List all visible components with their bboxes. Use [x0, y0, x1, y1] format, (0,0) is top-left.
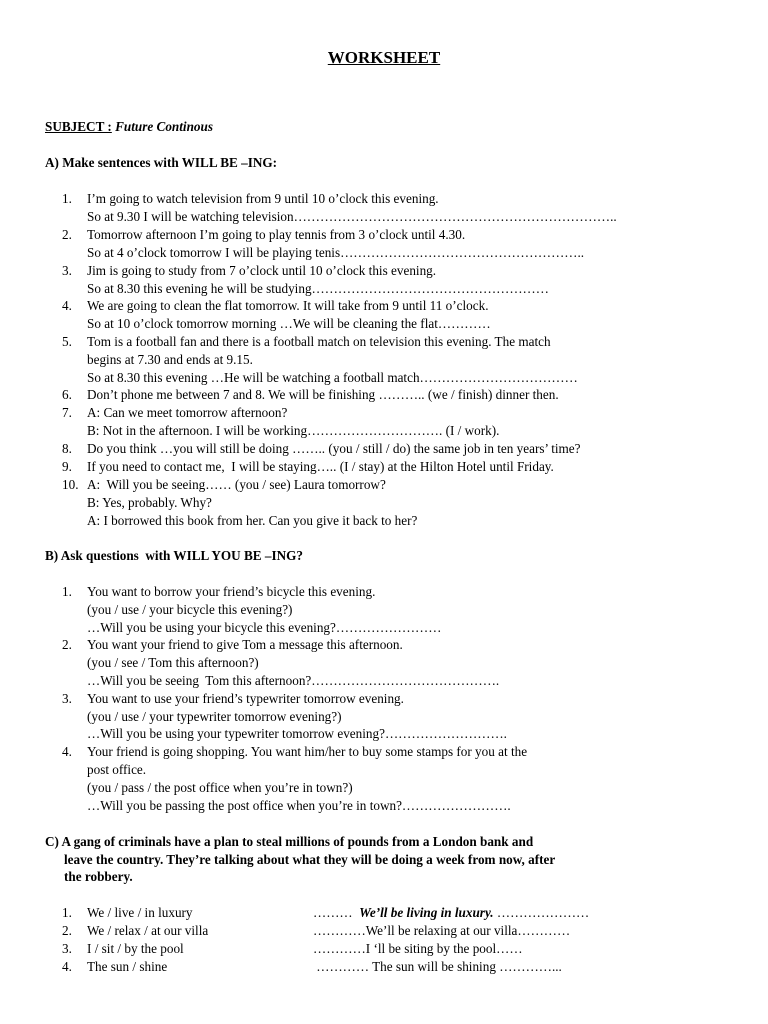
item-text: (you / use / your typewriter tomorrow evening?)	[87, 709, 342, 724]
item-number: 1.	[62, 191, 72, 206]
item-number: 2.	[62, 923, 72, 938]
item-answer-line	[313, 905, 589, 921]
section-c-heading: C) A gang of criminals have a plan to steal millions of pounds from a London bank and	[45, 834, 534, 849]
item-number: 2.	[62, 637, 72, 652]
item-prompt: The sun / shine	[87, 959, 168, 974]
item-text: Your friend is going shopping. You want him/her to buy some stamps for you at the	[87, 744, 528, 759]
subject-line	[45, 119, 213, 135]
item-text: B: Not in the afternoon. I will be working…………………………. (I / work).	[87, 423, 500, 438]
answer-example: We’ll be living in luxury.	[359, 905, 494, 920]
item-text: begins at 7.30 and ends at 9.15.	[87, 352, 253, 367]
item-answer-line: ………… The sun will be shining …………...	[313, 959, 562, 974]
item-number: 4.	[62, 298, 72, 313]
item-text: …Will you be passing the post office when you’re in town?…………………….	[87, 798, 511, 813]
item-text: (you / use / your bicycle this evening?)	[87, 602, 293, 617]
item-number: 8.	[62, 441, 72, 456]
item-text: …Will you be using your typewriter tomorrow evening?……………………….	[87, 726, 507, 741]
item-text: You want your friend to give Tom a message this afternoon.	[87, 637, 403, 652]
item-text: So at 9.30 I will be watching television………………………………………………………………..	[87, 209, 617, 224]
item-answer-line: …………I ‘ll be siting by the pool……	[313, 941, 523, 956]
item-text: If you need to contact me, I will be staying….. (I / stay) at the Hilton Hotel until Friday.	[87, 459, 554, 474]
item-text: Tom is a football fan and there is a football match on television this evening. The match	[87, 334, 551, 349]
item-number: 1.	[62, 905, 72, 920]
item-text: post office.	[87, 762, 147, 777]
item-text: A: Will you be seeing…… (you / see) Laura tomorrow?	[87, 477, 386, 492]
item-text: You want to use your friend’s typewriter tomorrow evening.	[87, 691, 404, 706]
item-text: (you / see / Tom this afternoon?)	[87, 655, 259, 670]
item-text: So at 8.30 this evening …He will be watching a football match………………………………	[87, 370, 578, 385]
item-text: …Will you be using your bicycle this evening?……………………	[87, 620, 442, 635]
item-text: Don’t phone me between 7 and 8. We will be finishing ……….. (we / finish) dinner then.	[87, 387, 559, 402]
subject-value: Future Continous	[115, 119, 213, 134]
item-number: 7.	[62, 405, 72, 420]
item-number: 2.	[62, 227, 72, 242]
item-text: …Will you be seeing Tom this afternoon?…………………………………….	[87, 673, 500, 688]
item-text: B: Yes, probably. Why?	[87, 495, 212, 510]
item-prompt: We / live / in luxury	[87, 905, 193, 920]
item-text: Jim is going to study from 7 o’clock until 10 o’clock this evening.	[87, 263, 437, 278]
item-number: 1.	[62, 584, 72, 599]
answer-dots: …………………	[493, 905, 590, 920]
item-text: You want to borrow your friend’s bicycle this evening.	[87, 584, 376, 599]
section-c-heading: leave the country. They’re talking about what they will be doing a week from now, after	[64, 852, 556, 867]
item-text: (you / pass / the post office when you’re in town?)	[87, 780, 353, 795]
item-number: 6.	[62, 387, 72, 402]
item-text: We are going to clean the flat tomorrow. It will take from 9 until 11 o’clock.	[87, 298, 489, 313]
item-text: So at 8.30 this evening he will be studying………………………………………………	[87, 281, 549, 296]
item-number: 3.	[62, 263, 72, 278]
item-number: 9.	[62, 459, 72, 474]
item-number: 4.	[62, 744, 72, 759]
section-c-heading: the robbery.	[64, 869, 133, 884]
item-text: A: Can we meet tomorrow afternoon?	[87, 405, 288, 420]
item-prompt: I / sit / by the pool	[87, 941, 184, 956]
answer-dots: ………	[313, 905, 360, 920]
subject-label: SUBJECT :	[45, 119, 112, 134]
item-text: Tomorrow afternoon I’m going to play tennis from 3 o’clock until 4.30.	[87, 227, 466, 242]
page-title: WORKSHEET	[327, 48, 441, 67]
item-answer-line: …………We’ll be relaxing at our villa…………	[313, 923, 571, 938]
item-text: So at 4 o’clock tomorrow I will be playing tenis………………………………………………..	[87, 245, 585, 260]
section-a-heading: A) Make sentences with WILL BE –ING:	[45, 155, 278, 170]
section-b-heading: B) Ask questions with WILL YOU BE –ING?	[45, 548, 303, 563]
item-text: I’m going to watch television from 9 until 10 o’clock this evening.	[87, 191, 439, 206]
item-number: 5.	[62, 334, 72, 349]
item-number: 3.	[62, 691, 72, 706]
item-number: 10.	[62, 477, 79, 492]
item-number: 3.	[62, 941, 72, 956]
item-number: 4.	[62, 959, 72, 974]
item-text: Do you think …you will still be doing …….. (you / still / do) the same job in ten years’ time?	[87, 441, 581, 456]
item-prompt: We / relax / at our villa	[87, 923, 209, 938]
item-text: So at 10 o’clock tomorrow morning …We will be cleaning the flat…………	[87, 316, 491, 331]
item-text: A: I borrowed this book from her. Can you give it back to her?	[87, 513, 418, 528]
